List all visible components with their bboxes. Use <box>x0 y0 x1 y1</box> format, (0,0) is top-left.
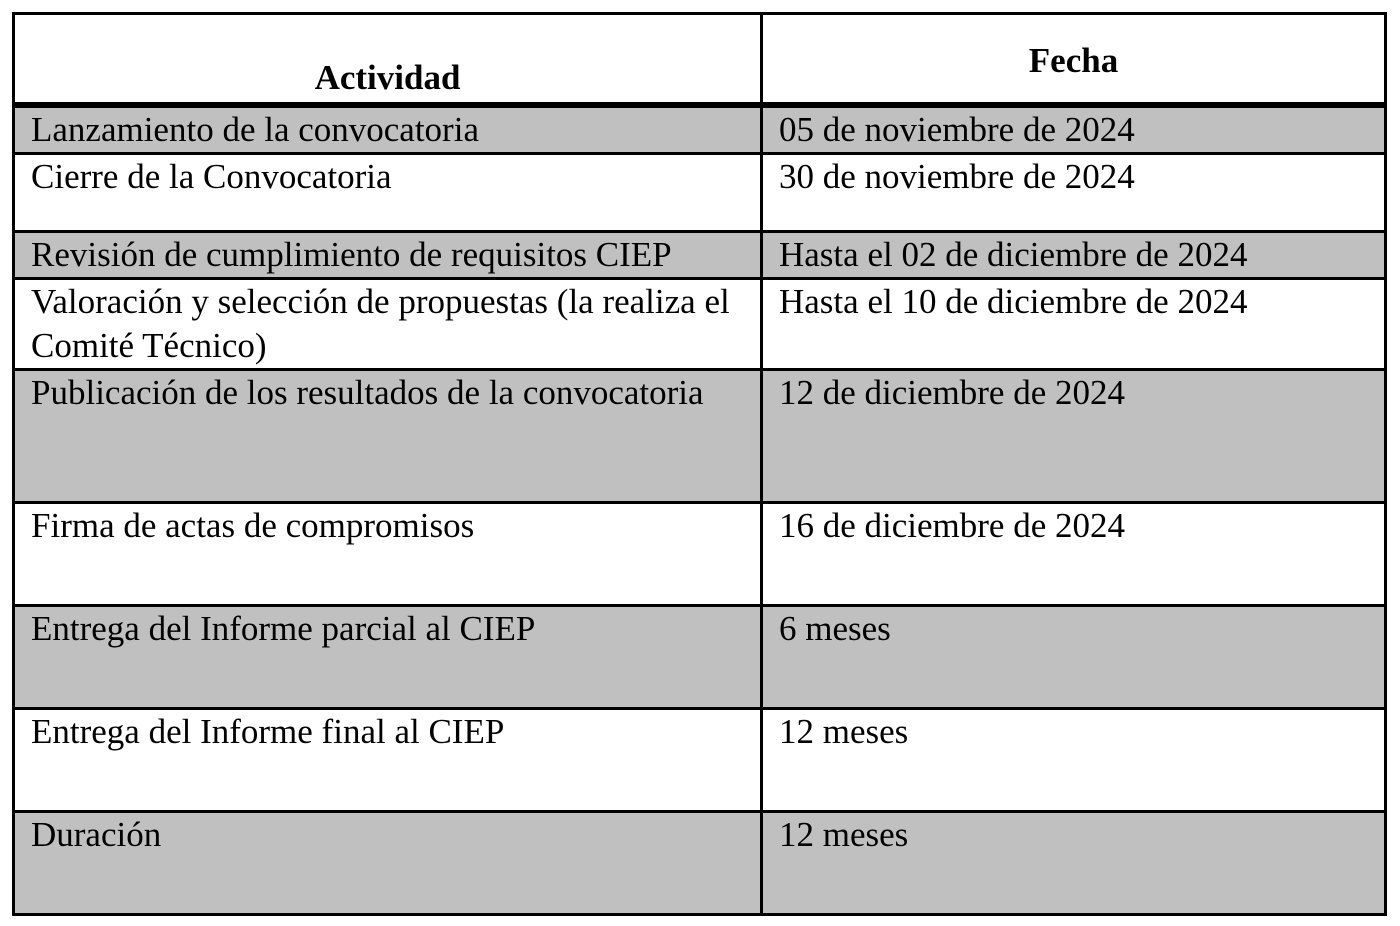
date-cell: 6 meses <box>762 605 1386 708</box>
activity-cell: Publicación de los resultados de la convocatoria <box>14 369 762 502</box>
activity-cell: Revisión de cumplimiento de requisitos CIEP <box>14 231 762 278</box>
activity-cell: Entrega del Informe parcial al CIEP <box>14 605 762 708</box>
date-cell: 16 de diciembre de 2024 <box>762 502 1386 605</box>
date-cell: 12 meses <box>762 811 1386 914</box>
activity-cell: Lanzamiento de la convocatoria <box>14 105 762 154</box>
table-row <box>14 105 1386 154</box>
date-cell: Hasta el 10 de diciembre de 2024 <box>762 278 1386 369</box>
table-row <box>14 278 1386 369</box>
date-cell: 12 meses <box>762 708 1386 811</box>
date-cell: 12 de diciembre de 2024 <box>762 369 1386 502</box>
table-row <box>14 369 1386 502</box>
date-cell: 05 de noviembre de 2024 <box>762 105 1386 154</box>
activity-cell: Firma de actas de compromisos <box>14 502 762 605</box>
date-column-header: Fecha <box>762 14 1386 105</box>
activity-column-header: Actividad <box>14 14 762 105</box>
table-row <box>14 231 1386 278</box>
activity-cell: Duración <box>14 811 762 914</box>
date-cell: Hasta el 02 de diciembre de 2024 <box>762 231 1386 278</box>
activity-cell: Cierre de la Convocatoria <box>14 153 762 231</box>
activity-cell: Valoración y selección de propuestas (la realiza el Comité Técnico) <box>14 278 762 369</box>
table-row <box>14 153 1386 231</box>
date-cell: 30 de noviembre de 2024 <box>762 153 1386 231</box>
table-header-row <box>14 14 1386 105</box>
table-row <box>14 605 1386 708</box>
table-row <box>14 708 1386 811</box>
activity-cell: Entrega del Informe final al CIEP <box>14 708 762 811</box>
activity-schedule-table <box>12 12 1387 916</box>
table-row <box>14 811 1386 914</box>
table-row <box>14 502 1386 605</box>
